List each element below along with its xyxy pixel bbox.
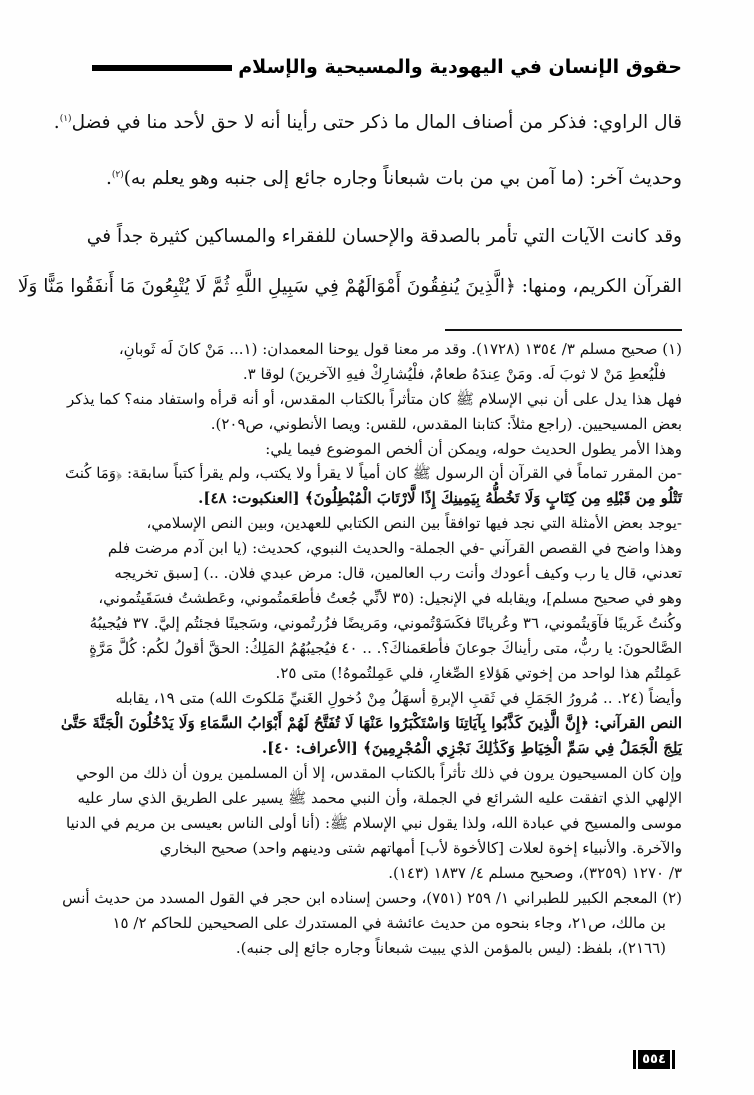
footnote-line: وكُنتُ غَريبًا فآوَيتُموني، ٣٦ وعُريانًا فكَسَوْتُموني، ومَريضًا فزُرتُموني، وسَجينًا فجئتُم إليَّ. ٣٧ فيُجيبُهُ: [89, 614, 682, 632]
footnote-ref-1[interactable]: (١): [59, 113, 72, 124]
header-rule: [92, 65, 232, 71]
footnote-line: فهل هذا يدل على أن نبي الإسلام ﷺ كان متأثراً بالكتاب المقدس، أو أنه قرأه واستفاد منه؟ كما يذكر: [67, 390, 682, 408]
footnote-line: -من المقرر تماماً في القرآن أن الرسول ﷺ كان أمياً لا يقرأ ولا يكتب، ولم يقرأ كتباً سابقة: ﴿وَمَا كُنتَ: [65, 464, 682, 482]
footnote-line: وهذا واضح في القصص القرآني -في الجملة- والحديث النبوي، كحديث: (يا ابن آدم مرضت فلم: [107, 539, 682, 557]
period: .: [53, 112, 60, 133]
page-number-bar-left: [633, 1050, 636, 1069]
footnote-line: -يوجد بعض الأمثلة التي نجد فيها توافقاً بين النص الكتابي للعهدين، وبين النص الإسلامي،: [146, 514, 682, 532]
footnote-line: ٣/ ١٢٧٠ (٣٢٥٩)، وصحيح مسلم ٤/ ١٨٣٧ (١٤٣).: [388, 864, 682, 882]
footnote-line: (٢١٦٦)، بلفظ: (ليس بالمؤمن الذي يبيت شبعاناً وجاره جائع إلى جنبه).: [235, 939, 666, 957]
footnote-2-line: (٢) المعجم الكبير للطبراني ١/ ٢٥٩ (٧٥١)، وحسن إسناده ابن حجر في القول المسدد من حديث أنس: [62, 889, 682, 907]
page-number-bar-right: [672, 1050, 675, 1069]
running-header: [92, 52, 682, 82]
footnote-line: عَمِلتُم هذا لواحد من إخوتي هَؤلاءِ الصِّغارِ، فلي عَمِلتُموهُ!) متى ٢٥.: [275, 664, 682, 682]
footnote-line: وأيضاً (٢٤. .. مُرورُ الجَمَلِ في ثَقبِ الإبرةِ أسهَلُ مِنْ دُخولِ الغَنيِّ مَلكوتَ الله) متى ١٩، يقابله: [115, 689, 682, 707]
footnote-line: يَلِجَ الْجَمَلُ فِي سَمِّ الْخِيَاطِ وَكَذَٰلِكَ نَجْزِي الْمُجْرِمِينَ﴾ [الأعراف: ٤٠].: [261, 739, 682, 757]
footnote-line: تعدني، قال يا رب وكيف أعودك وأنت رب العالمين، قال: مرض عبدي فلان. ..) [سبق تخريجه: [114, 564, 682, 582]
paragraph-2-text: وحديث آخر: (ما آمن بي من بات شبعاناً وجاره جائع إلى جنبه وهو يعلم به): [123, 168, 682, 189]
footnote-line: الصَّالحونَ: يا ربُّ، متى رأيناكَ جوعانَ فأطعَمناكَ؟. .. ٤٠ فيُجيبُهُمُ المَلِكُ: الحقَّ أقولُ لكُم: كُلَّ مَرَّةٍ: [89, 639, 682, 657]
period: .: [105, 168, 112, 189]
footnote-line: فلْيُعطِ مَنْ لا ثوبَ لَه. ومَنْ عِندَهُ طعامٌ، فلْيُشارِكْ فيهِ الآخرينَ) لوقا ٣.: [242, 365, 666, 383]
paragraph-2: [106, 168, 682, 189]
footnote-line: بن مالك، ص٢١، وجاء بنحوه من حديث عائشة في المستدرك على الصحيحين للحاكم ٢/ ١٥: [112, 914, 666, 932]
footnote-line: وإن كان المسيحيون يرون في ذلك تأثراً بالكتاب المقدس، إلا أن المسلمين يرون أن ذلك من الوحي: [76, 764, 682, 782]
page-number-value: ٥٥٤: [638, 1050, 670, 1069]
footnote-line: بعض المسيحيين. (راجع مثلاً: كتابنا المقدس، للقس: ويصا الأنطوني، ص٢٠٩).: [210, 415, 682, 433]
footnote-line: الإلهي الذي اتفقت عليه الشرائع في الجملة، وأن النبي محمد ﷺ يسير على الطريق الذي سار عليه: [77, 789, 682, 807]
paragraph-3: وقد كانت الآيات التي تأمر بالصدقة والإحسان للفقراء والمساكين كثيرة جداً في: [86, 226, 682, 247]
footnote-separator: [445, 329, 682, 331]
footnote-line: موسى والمسيح في عبادة الله، ولذا يقول نبي الإسلام ﷺ: (أنا أولى الناس بعيسى بن مريم في الدنيا: [65, 814, 682, 832]
footnote-1-line: (١) صحيح مسلم ٣/ ١٣٥٤ (١٧٢٨). وقد مر معنا قول يوحنا المعمدان: (١... مَنْ كانَ لَه ثَوبانِ،: [118, 340, 682, 358]
footnote-line: وهو في صحيح مسلم]، ويقابله في الإنجيل: (٣٥ لأنِّي جُعتُ فأطعَمتُموني، وعَطشتُ فسَقَيتُموني،: [98, 589, 682, 607]
footnote-line: تَتْلُو مِن قَبْلِهِ مِن كِتَابٍ وَلَا تَخُطُّهُ بِيَمِينِكَ إِذًا لَّارْتَابَ الْمُبْطِلُونَ﴾ [العنكبوت: ٤٨].: [198, 489, 682, 507]
footnote-line: وهذا الأمر يطول الحديث حوله، ويمكن أن ألخص الموضوع فيما يلي:: [265, 440, 682, 458]
paragraph-1: [54, 112, 682, 133]
book-title: حقوق الإنسان في اليهودية والمسيحية والإسلام: [238, 56, 682, 78]
paragraph-1-text: قال الراوي: فذكر من أصناف المال ما ذكر حتى رأينا أنه لا حق لأحد منا في فضل: [71, 112, 682, 133]
footnote-ref-2[interactable]: (٢): [111, 169, 124, 180]
footnote-line: والآخرة. والأنبياء إخوة لعلات [كالأخوة لأب] أمهاتهم شتى ودينهم واحد) صحيح البخاري: [159, 839, 682, 857]
page-number: [633, 1050, 675, 1069]
paragraph-3-continued: القرآن الكريم، ومنها: ﴿الَّذِينَ يُنفِقُونَ أَمْوَالَهُمْ فِي سَبِيلِ اللَّهِ ثُمَّ لَا يُتْبِعُونَ مَا أَنفَقُوا مَنًّا وَلَا: [17, 276, 682, 297]
footnote-line: النص القرآني: ﴿إِنَّ الَّذِينَ كَذَّبُوا بِآيَاتِنَا وَاسْتَكْبَرُوا عَنْهَا لَا تُفَتَّحُ لَهُمْ أَبْوَابُ السَّمَاءِ وَلَا يَدْخُلُونَ الْجَنَّةَ حَتَّىٰ: [60, 714, 682, 732]
